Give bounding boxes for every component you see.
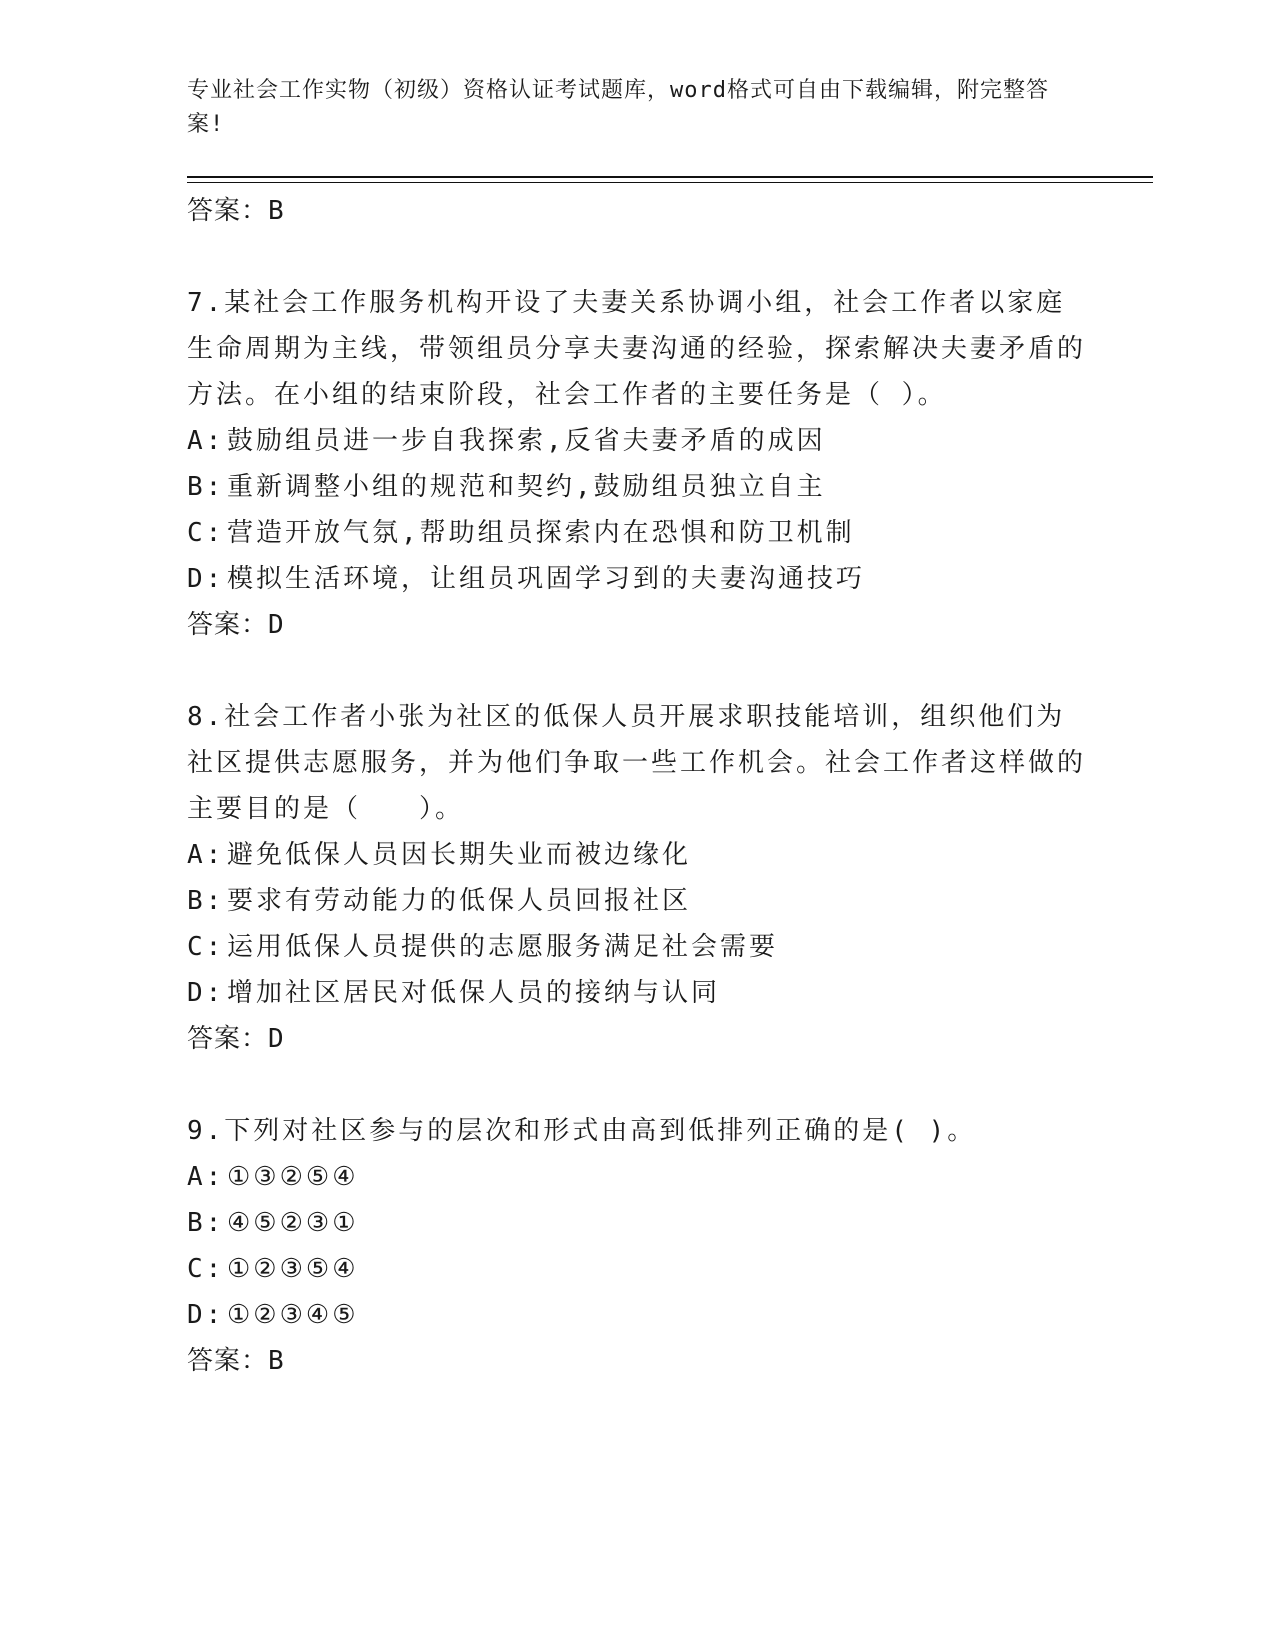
- option-d: [187, 556, 1087, 602]
- spacer: [187, 234, 1087, 280]
- option-a: [187, 832, 1087, 878]
- option-letter: C:: [187, 932, 225, 962]
- question-stem: 7.某社会工作服务机构开设了夫妻关系协调小组，社会工作者以家庭生命周期为主线，带领组员分享夫妻沟通的经验，探索解决夫妻矛盾的方法。在小组的结束阶段，社会工作者的主要任务是（ ）。: [187, 288, 1087, 410]
- option-letter: B:: [187, 1208, 225, 1238]
- question-stem: 9.下列对社区参与的层次和形式由高到低排列正确的是( )。: [187, 1116, 977, 1146]
- answer: 答案：D: [187, 610, 285, 640]
- answer: 答案：B: [187, 1346, 285, 1376]
- option-letter: C:: [187, 518, 225, 548]
- option-d: [187, 970, 1087, 1016]
- option-letter: A:: [187, 1162, 225, 1192]
- header-rule-thick: [187, 176, 1153, 178]
- spacer: [187, 1062, 1087, 1108]
- option-text: 增加社区居民对低保人员的接纳与认同: [227, 978, 721, 1008]
- spacer: [187, 648, 1087, 694]
- option-text: 运用低保人员提供的志愿服务满足社会需要: [227, 932, 779, 962]
- option-c: [187, 510, 1087, 556]
- option-text: ①②③④⑤: [227, 1300, 359, 1330]
- option-b: [187, 464, 1087, 510]
- option-letter: C:: [187, 1254, 225, 1284]
- option-letter: D:: [187, 1300, 225, 1330]
- option-letter: D:: [187, 564, 225, 594]
- option-b: [187, 1200, 1087, 1246]
- option-text: ④⑤②③①: [227, 1208, 359, 1238]
- option-a: [187, 1154, 1087, 1200]
- option-text: 营造开放气氛,帮助组员探索内在恐惧和防卫机制: [227, 518, 855, 548]
- option-b: [187, 878, 1087, 924]
- previous-answer: 答案：B: [187, 196, 285, 226]
- question-list: [187, 188, 1087, 1384]
- option-text: ①③②⑤④: [227, 1162, 359, 1192]
- question-stem: 8.社会工作者小张为社区的低保人员开展求职技能培训，组织他们为社区提供志愿服务，并为他们争取一些工作机会。社会工作者这样做的主要目的是（ ）。: [187, 702, 1087, 824]
- option-c: [187, 1246, 1087, 1292]
- option-text: 鼓励组员进一步自我探索,反省夫妻矛盾的成因: [227, 426, 826, 456]
- question-9: [187, 1108, 1087, 1384]
- question-8: [187, 694, 1087, 1062]
- header-rule-thin: [187, 182, 1153, 183]
- option-letter: A:: [187, 840, 225, 870]
- option-letter: D:: [187, 978, 225, 1008]
- option-c: [187, 924, 1087, 970]
- option-text: ①②③⑤④: [227, 1254, 359, 1284]
- option-text: 要求有劳动能力的低保人员回报社区: [227, 886, 692, 916]
- option-text: 模拟生活环境，让组员巩固学习到的夫妻沟通技巧: [227, 564, 866, 594]
- option-letter: B:: [187, 472, 225, 502]
- option-a: [187, 418, 1087, 464]
- option-d: [187, 1292, 1087, 1338]
- question-7: [187, 280, 1087, 648]
- option-text: 重新调整小组的规范和契约,鼓励组员独立自主: [227, 472, 826, 502]
- option-letter: A:: [187, 426, 225, 456]
- answer: 答案：D: [187, 1024, 285, 1054]
- document-header: 专业社会工作实物（初级）资格认证考试题库，word格式可自由下载编辑，附完整答案!: [187, 78, 1049, 137]
- option-letter: B:: [187, 886, 225, 916]
- option-text: 避免低保人员因长期失业而被边缘化: [227, 840, 692, 870]
